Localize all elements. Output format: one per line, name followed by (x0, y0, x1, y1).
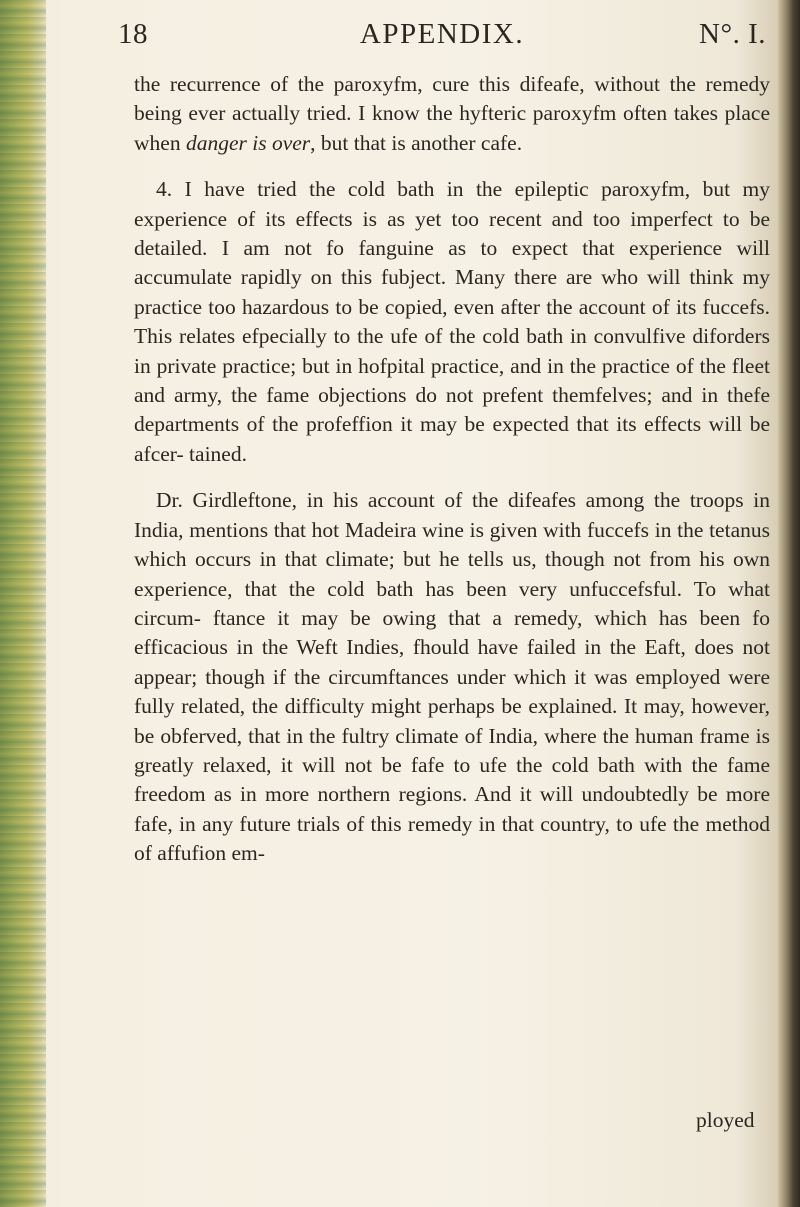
page-left-edge (0, 0, 46, 1207)
section-number: N°. I. (699, 18, 766, 50)
paragraph-1-before: the recurrence of the paroxyfm, cure this difeafe, without the remedy being ever actually tried. I know the hyfteric paroxyfm often takes place when (134, 72, 770, 155)
paragraph-1-after: , but that is another cafe. (310, 130, 523, 155)
page-body (134, 70, 770, 869)
paragraph-1 (134, 70, 770, 158)
paragraph-1-italic: danger is over (185, 130, 311, 155)
paragraph-3: Dr. Girdleftone, in his account of the difeafes among the troops in India, mentions that hot Madeira wine is given with fuccefs in the tetanus which occurs in that climate; but he tells us, though not from his own experience, that the cold bath has been very unfuccefsful. To what circum- ftance it may be owing that a remedy, which has been fo efficacious in the Weft Indies, fhould have failed in the Eaft, does not appear; though if the circumftances under which it was employed were fully related, the difficulty might perhaps be explained. It may, however, be obferved, that in the fultry climate of India, where the human frame is greatly relaxed, it will not be fafe to ufe the cold bath with the fame freedom as in more northern regions. And it will undoubtedly be more fafe, in any future trials of this remedy in that country, to ufe the method of affufion em- (134, 488, 770, 866)
book-spine (778, 0, 800, 1207)
paragraph-2: 4. I have tried the cold bath in the epileptic paroxyfm, but my experience of its effects is as yet too recent and too imperfect to be detailed. I am not fo fanguine as to expect that experience will accumulate rapidly on this fubject. Many there are who will think my practice too hazardous to be copied, even after the account of its fuccefs. This relates efpecially to the ufe of the cold bath in convulfive diforders in private practice; but in hofpital practice, and in the practice of the fleet and army, the fame objections do not prefent themfelves; and in thefe departments of the profeffion it may be expected that its effects will be afcer- tained. (134, 177, 770, 466)
page-number: 18 (118, 18, 148, 50)
running-head: APPENDIX. (359, 18, 525, 50)
page-header (118, 14, 766, 54)
catchword: ployed (696, 1108, 755, 1132)
